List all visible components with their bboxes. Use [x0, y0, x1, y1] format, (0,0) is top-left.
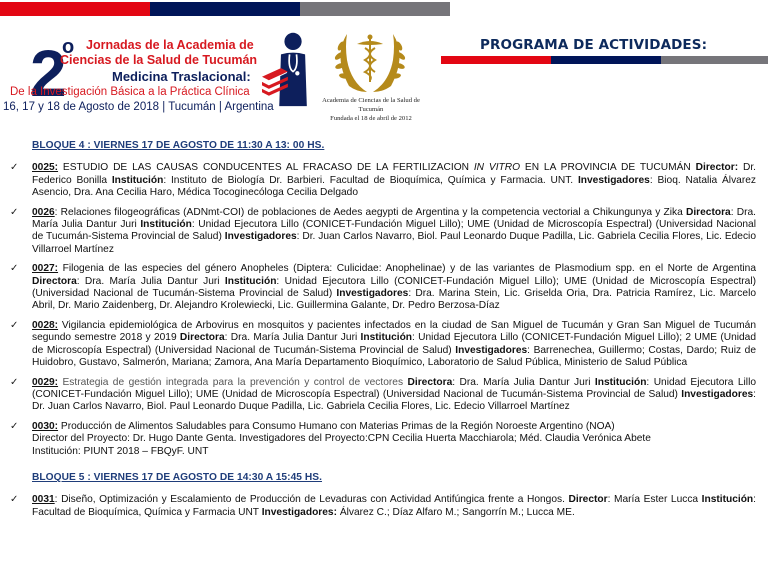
- director-label: Directora: [685, 206, 731, 218]
- program-title: PROGRAMA DE ACTIVIDADES:: [480, 37, 708, 53]
- bar-grey-segment: [300, 2, 450, 16]
- checkmark-icon: ✓: [10, 206, 19, 218]
- project-code: 0026: [32, 206, 55, 218]
- academy-founded: Fundada el 18 de abril de 2012: [330, 115, 412, 122]
- program-title-underline-bar: [441, 56, 768, 64]
- director-label: Director:: [695, 162, 739, 174]
- project-title: Producción de Alimentos Saludables para Consumo Humano con Materias Primas de la Región Noroeste Argentino (NOA): [58, 420, 615, 432]
- bar-navy-segment: [551, 56, 661, 64]
- project-item: [0, 377, 768, 414]
- bloque-heading: BLOQUE 4 : VIERNES 17 DE AGOSTO DE 11:30 A 13: 00 HS.: [32, 140, 325, 151]
- institution-value: : Unidad Ejecutora Lillo (CONICET-Fundación Miguel Lillo); 2 UME (Unidad de Microscopía Espectral) (Universidad Nacional de Tucumán-Sistema Provincial de Salud): [32, 332, 756, 356]
- director-value: : Dra. María Julia Dantur Juri: [32, 206, 756, 231]
- investigators-value: : Dr. Juan Carlos Navarro, Biol. Paul Leonardo Duque Padilla, Lic. Gabriela Cecilia Flores, Lic. Edecio Villarroel Martínez: [32, 231, 756, 255]
- institution-value: : Unidad Ejecutora Lillo (CONICET-Fundación Miguel Lillo); UME (Unidad de Microscopía Espectral) (Universidad Nacional de Tucumán-Sistema Provincial de Salud): [32, 275, 757, 300]
- director-value: : Dra. María Julia Dantur Juri: [452, 376, 595, 388]
- project-item: [0, 494, 768, 519]
- bar-navy-segment: [150, 2, 300, 16]
- investigators-label: Investigadores: [224, 231, 297, 243]
- director-value: : Dra. María Julia Dantur Juri: [76, 275, 225, 287]
- director-label: Director: [568, 494, 608, 506]
- institution-label: Institución: [140, 219, 192, 231]
- project-code: 0031: [32, 494, 55, 506]
- investigators-label: Investigadores: [336, 288, 409, 300]
- bar-red-segment: [441, 56, 551, 64]
- director-value: : Dra. María Julia Dantur Juri: [224, 332, 361, 344]
- project-institution-line: Institución: PIUNT 2018 – FBQyF. UNT: [32, 445, 209, 457]
- investigators-value: : Barrenechea, Guillermo; Costas, Dardo; Ruiz de Huidobro, Gustavo, Salmerón, Mariana; Zamora, Ana María Departamento Bioquímico, Laboratorio de Salud Pública, Ministerio de Salud Pública: [32, 344, 756, 369]
- checkmark-icon: ✓: [10, 263, 19, 275]
- event-title-line2: Ciencias de la Salud de Tucumán: [60, 53, 258, 67]
- institution-label: Institución: [111, 174, 164, 186]
- investigators-value: Álvarez C.; Díaz Alfaro M.; Sangorrín M.; Lucca ME.: [337, 506, 575, 518]
- project-item: [0, 263, 768, 313]
- investigators-value: : Dr. Juan Carlos Navarro, Biol. Paul Leonardo Duque Padilla, Lic. Gabriela Cecilia Flores, Lic. Edecio Villarroel Martínez: [32, 388, 756, 413]
- project-title: Vigilancia epidemiológica de Arbovirus en mosquitos y pacientes infectados en la ciudad de San Miguel de Tucumán y Gran San Miguel de Tucumán segundo semestre 2018 y 2019: [32, 319, 756, 344]
- bloque-heading: BLOQUE 5 : VIERNES 17 DE AGOSTO DE 14:30 A 15:45 HS.: [32, 471, 323, 483]
- event-tagline: De la Investigación Básica a la Práctica Clínica: [10, 86, 250, 98]
- edition-degree: o: [62, 36, 75, 58]
- academy-name: Academia de Ciencias de la Salud de Tucumán: [322, 97, 420, 113]
- institution-value: : Instituto de Biología Dr. Barbieri. Facultad de Bioquímica, Química y Farmacia. UNT.: [163, 174, 578, 186]
- institution-value: : Facultad de Bioquímica, Química y Farmacia UNT: [32, 494, 756, 518]
- investigators-value: : Dra. Marina Stein, Lic. Griselda Oria, Dra. Patricia Ramírez, Lic. Marcelo Abril, Dr. Mario Zaidenberg, Dr. Alejandro Krolewiecki, Lic. Guillermina Galante, Dr. Pedro Berzosa-Díaz: [32, 288, 756, 312]
- project-title: Filogenia de las especies del género Anopheles (Diptera: Culicidae: Anophelinae) y de las variantes de Plasmodium spp. en el Norte de Argentina: [58, 263, 756, 275]
- director-value: Dr. Federico Bonilla: [32, 162, 756, 186]
- project-code: 0027:: [32, 263, 59, 275]
- event-dates: 16, 17 y 18 de Agosto de 2018 | Tucumán | Argentina: [3, 101, 274, 113]
- investigators-label: Investigadores: [681, 388, 754, 400]
- checkmark-icon: ✓: [10, 162, 19, 174]
- investigators-label: Investigadores: [577, 174, 650, 186]
- project-title-end: EN LA PROVINCIA DE TUCUMÁN: [520, 162, 696, 174]
- institution-label: Institución: [594, 376, 647, 388]
- institution-value: : Unidad Ejecutora Lillo (CONICET-Fundación Miguel Lillo); UME (Unidad de Microscopía Espectral) (Universidad Nacional de Tucumán-Sistema Provincial de Salud): [32, 376, 757, 400]
- top-color-bar: [0, 2, 450, 16]
- project-title: : Diseño, Optimización y Escalamiento de Producción de Levaduras con Actividad Antifúngica frente a Hongos.: [54, 494, 569, 506]
- project-title: ESTUDIO DE LAS CAUSAS CONDUCENTES AL FRACASO DE LA FERTILIZACION: [58, 162, 474, 174]
- checkmark-icon: ✓: [10, 376, 19, 388]
- project-code: 0028:: [32, 319, 59, 331]
- project-code: 0025:: [32, 162, 59, 174]
- investigators-value: : Bioq. Natalia Álvarez Asencio, Dra. Ana Cecilia Haro, Médica Tocoginecóloga Cecilia Delgado: [32, 174, 756, 199]
- checkmark-icon: ✓: [10, 494, 19, 506]
- project-director-line: Director del Proyecto: Dr. Hugo Dante Genta. Investigadores del Proyecto:CPN Cecilia Huerta Macchiarola; Méd. Claudia Verónica Abete: [32, 433, 651, 445]
- institution-label: Institución: [701, 494, 754, 506]
- project-item: [0, 207, 768, 257]
- project-title: Estrategia de gestión integrada para la prevención y control de vectores: [58, 376, 408, 388]
- project-item: [0, 162, 768, 199]
- edition-number: 2: [30, 36, 65, 110]
- project-item: [0, 320, 768, 370]
- institution-value: : Unidad Ejecutora Lillo (CONICET-Fundación Miguel Lillo); UME (Unidad de Microscopía Espectral) (Universidad Nacional de Tucumán-Sistema Provincial de Salud): [32, 219, 756, 243]
- director-label: Directora: [179, 332, 225, 344]
- academy-caption: [312, 96, 430, 123]
- academy-laurel-logo: [327, 26, 413, 96]
- project-code: 0029:: [32, 376, 59, 388]
- director-label: Directora: [32, 275, 77, 287]
- project-title: : Relaciones filogeográficas (ADNmt-COI) de poblaciones de Aedes aegypti de Argentina y la competencia vectorial a Chikungunya y Zika: [54, 206, 686, 218]
- investigators-label: Investigadores:: [261, 506, 337, 518]
- institution-label: Institución: [360, 332, 413, 344]
- director-label: Directora: [407, 376, 453, 388]
- bar-grey-segment: [661, 56, 768, 64]
- program-content: [0, 140, 768, 519]
- checkmark-icon: ✓: [10, 420, 19, 432]
- event-subtitle: Medicina Traslacional:: [112, 69, 251, 84]
- investigators-label: Investigadores: [455, 344, 528, 356]
- event-title-line1: Jornadas de la Academia de: [86, 38, 254, 52]
- director-value: : María Ester Lucca: [607, 494, 702, 506]
- project-item: [0, 421, 768, 458]
- project-code: 0030:: [32, 420, 59, 432]
- project-title-italic: IN VITRO: [473, 162, 521, 174]
- bar-red-segment: [0, 2, 150, 16]
- doctor-with-books-icon: [262, 26, 312, 112]
- event-header: [0, 30, 274, 130]
- checkmark-icon: ✓: [10, 319, 19, 331]
- institution-label: Institución: [224, 275, 277, 287]
